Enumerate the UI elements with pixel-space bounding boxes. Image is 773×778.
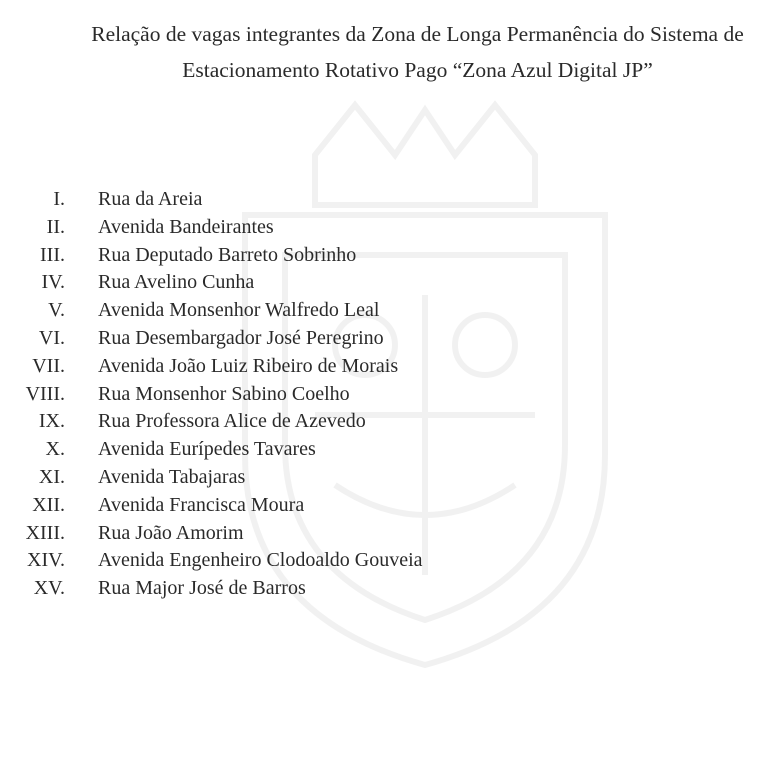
- list-item: [0, 353, 399, 381]
- list-numeral: IV.: [41, 271, 65, 294]
- list-item: [0, 381, 350, 409]
- list-item: [0, 325, 384, 353]
- list-item: [0, 547, 423, 575]
- list-item: [0, 408, 366, 436]
- list-numeral: V.: [48, 299, 65, 322]
- list-numeral: XII.: [32, 493, 65, 516]
- list-numeral: VIII.: [25, 382, 65, 405]
- list-item-label: Rua Professora Alice de Azevedo: [98, 410, 366, 433]
- list-item: [0, 269, 255, 297]
- list-item: [0, 186, 203, 214]
- list-numeral: VI.: [38, 326, 65, 349]
- list-item-label: Rua Desembargador José Peregrino: [98, 326, 384, 349]
- list-numeral: VII.: [32, 354, 65, 377]
- list-item: [0, 492, 305, 520]
- title-line-1: Relação de vagas integrantes da Zona de Longa Permanência do Sistema de: [91, 22, 744, 46]
- list-item-label: Avenida Tabajaras: [98, 465, 246, 488]
- list-item-label: Rua Monsenhor Sabino Coelho: [98, 382, 350, 405]
- list-item-label: Avenida Engenheiro Clodoaldo Gouveia: [98, 549, 423, 572]
- list-numeral: XIV.: [27, 549, 65, 572]
- list-item-label: Rua da Areia: [98, 188, 203, 210]
- list-item-label: Rua Major José de Barros: [98, 577, 306, 600]
- list-item: [0, 575, 306, 603]
- list-item: [0, 436, 316, 464]
- list-item-label: Avenida Bandeirantes: [98, 215, 274, 238]
- list-numeral: X.: [45, 438, 65, 461]
- list-item-label: Avenida Francisca Moura: [98, 493, 305, 516]
- list-numeral: XIII.: [25, 521, 65, 544]
- list-numeral: IX.: [38, 410, 65, 433]
- list-numeral: II.: [46, 215, 65, 238]
- list-item-label: Avenida João Luiz Ribeiro de Morais: [98, 354, 399, 377]
- list-numeral: XI.: [38, 465, 65, 488]
- document-title: [40, 16, 773, 88]
- list-item: [0, 464, 246, 492]
- list-item-label: Rua Avelino Cunha: [98, 271, 255, 294]
- list-numeral: XV.: [33, 577, 65, 600]
- list-numeral: I.: [53, 188, 65, 210]
- list-item: [0, 520, 244, 548]
- list-item-label: Avenida Eurípedes Tavares: [98, 438, 316, 461]
- list-item: [0, 297, 380, 325]
- list-item-label: Rua Deputado Barreto Sobrinho: [98, 243, 357, 266]
- title-line-2: Estacionamento Rotativo Pago “Zona Azul Digital JP”: [182, 58, 653, 82]
- list-numeral: III.: [40, 243, 65, 266]
- list-item-label: Avenida Monsenhor Walfredo Leal: [98, 299, 380, 322]
- list-item: [0, 214, 274, 242]
- list-item: [0, 242, 357, 270]
- parking-streets-list: [0, 186, 423, 603]
- list-item-label: Rua João Amorim: [98, 521, 244, 544]
